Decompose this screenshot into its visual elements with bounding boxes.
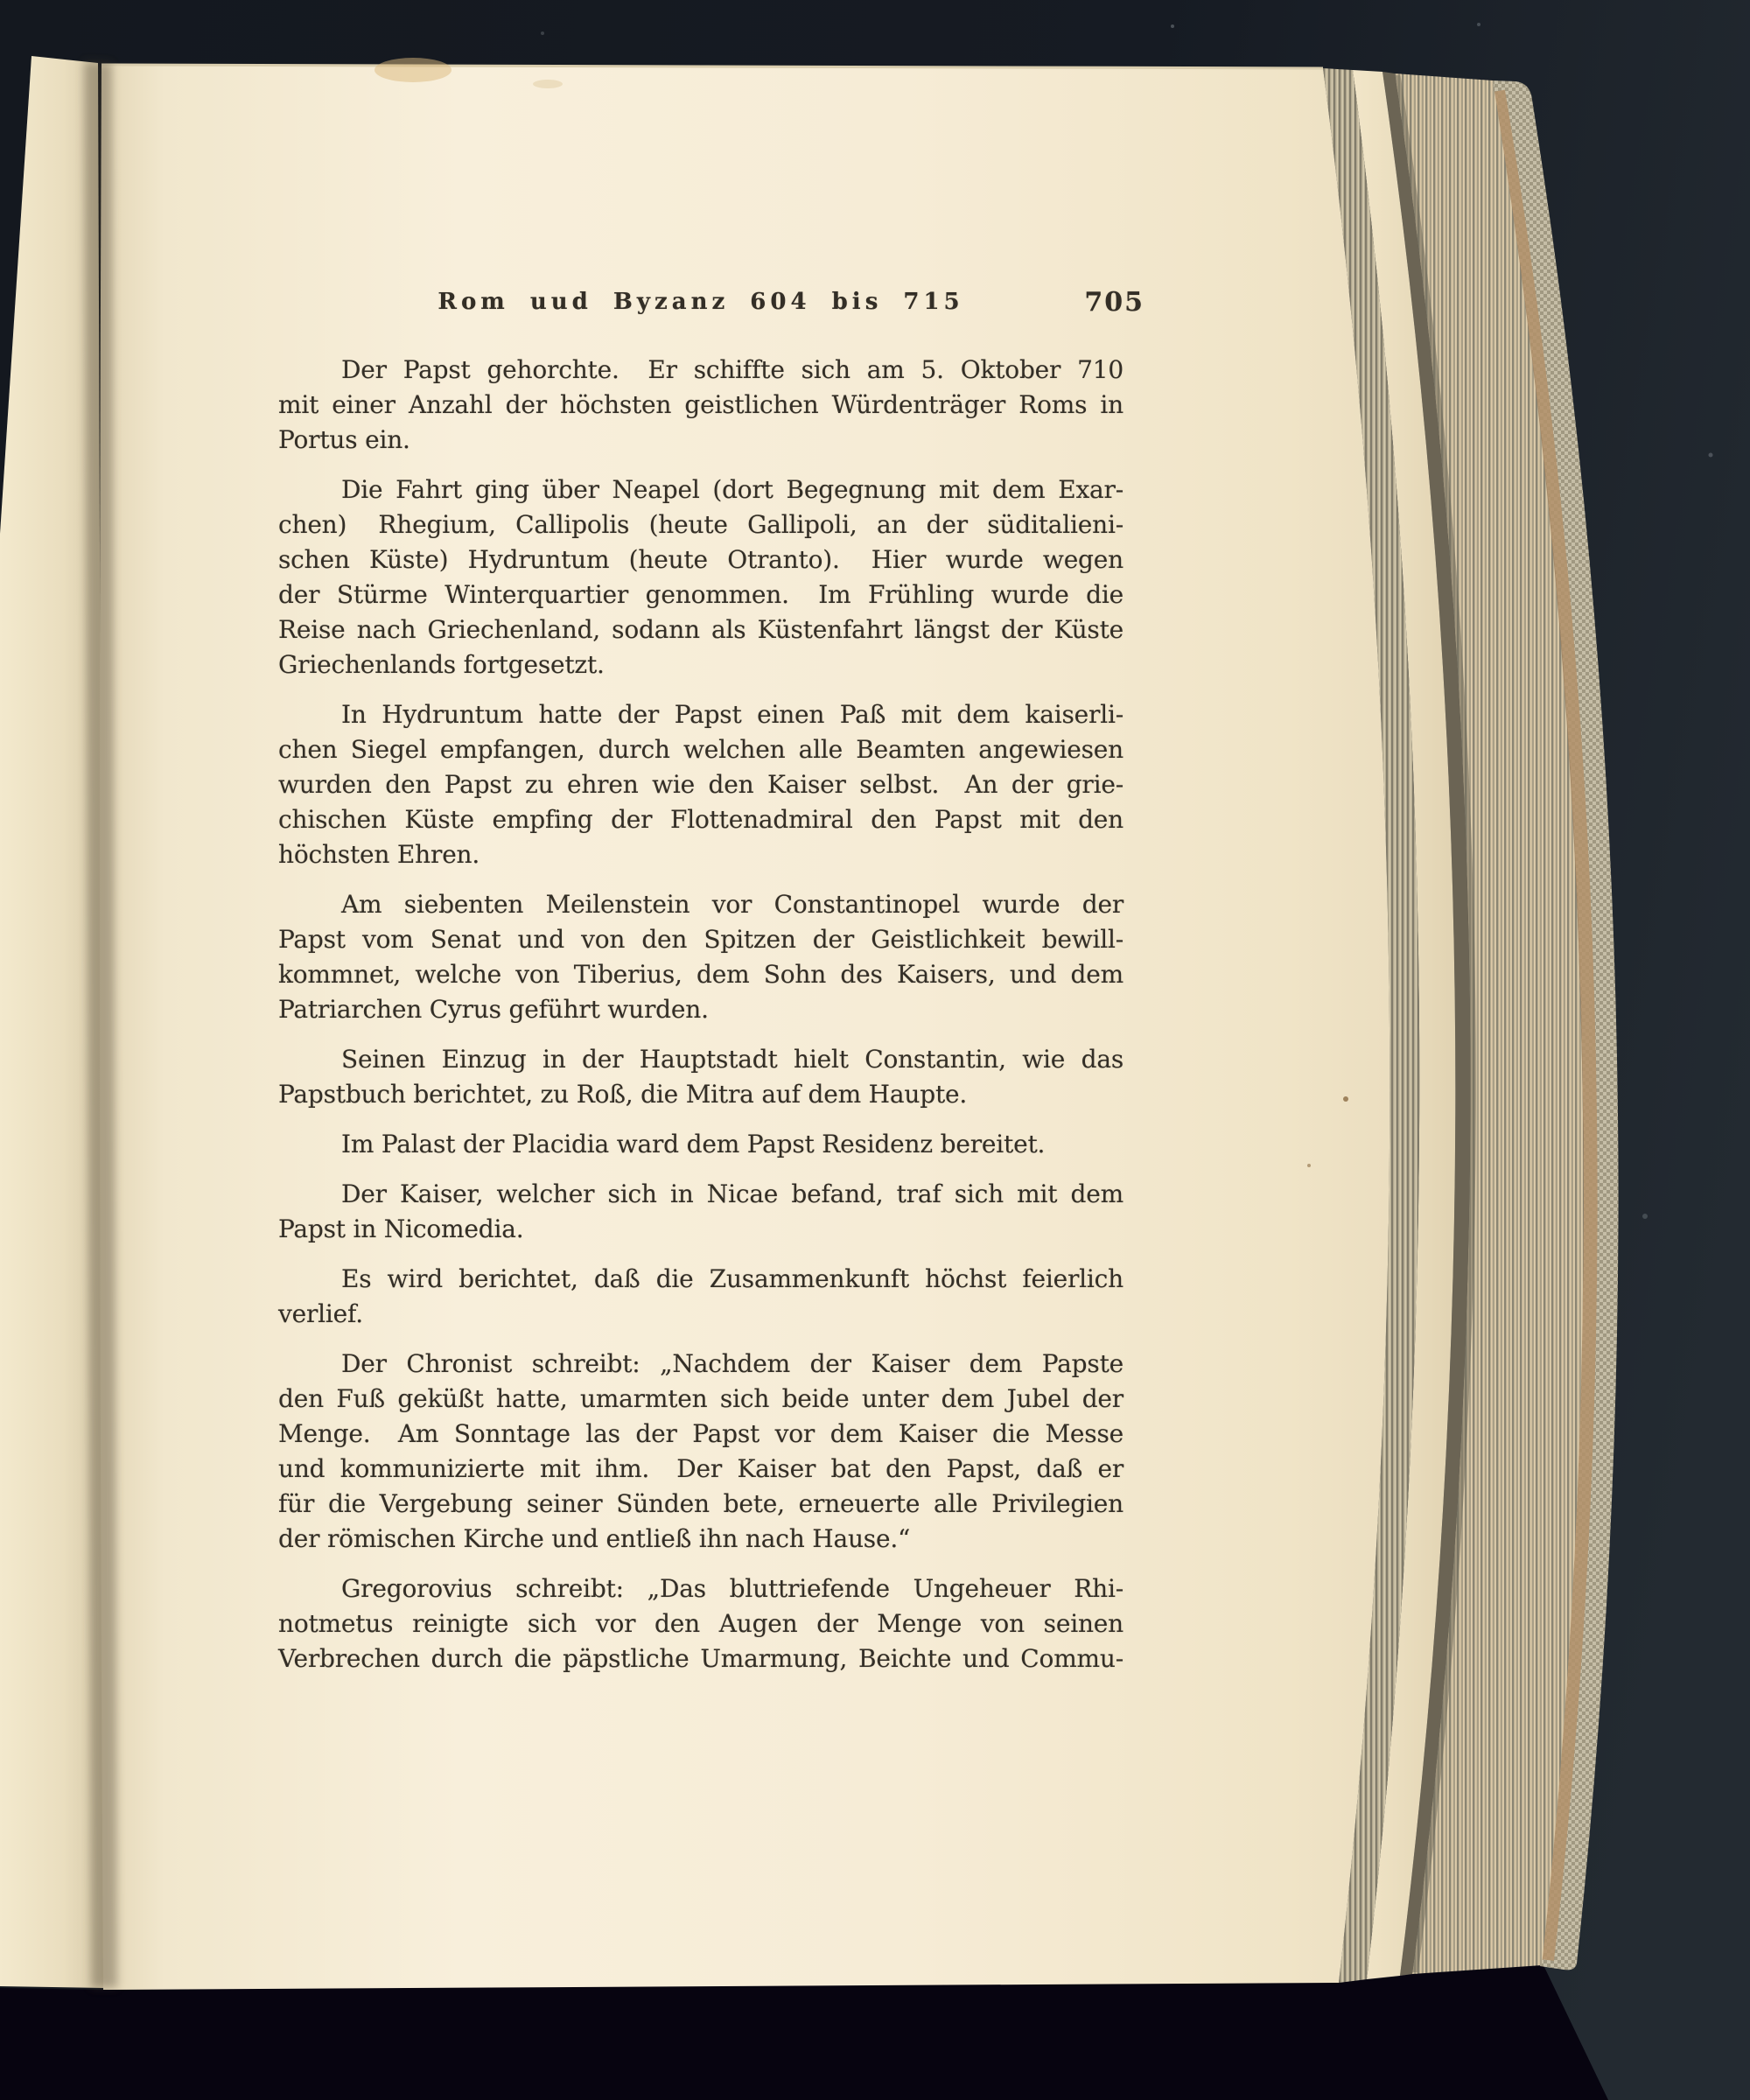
body-line: Portus ein. bbox=[278, 425, 410, 454]
body-line: chen) Rhegium, Callipolis (heute Gallipoli, an der süditalieni- bbox=[278, 510, 1124, 539]
body-line: In Hydruntum hatte der Papst einen Paß mit dem kaiserli- bbox=[341, 700, 1124, 729]
paragraph bbox=[278, 1572, 1124, 1676]
body-line: Gregorovius schreibt: „Das bluttriefende Ungeheuer Rhi- bbox=[341, 1574, 1124, 1603]
body-line: Griechenlands fortgesetzt. bbox=[278, 650, 605, 679]
body-line: Die Fahrt ging über Neapel (dort Begegnung mit dem Exar- bbox=[341, 475, 1124, 504]
body-line: der römischen Kirche und entließ ihn nach Hause.“ bbox=[278, 1524, 911, 1553]
paragraph bbox=[278, 472, 1124, 682]
body-line: Verbrechen durch die päpstliche Umarmung, Beichte und Commu- bbox=[278, 1644, 1124, 1673]
body-line: Es wird berichtet, daß die Zusammenkunft höchst feierlich bbox=[341, 1264, 1124, 1293]
running-header bbox=[278, 287, 1144, 324]
body-line: Papstbuch berichtet, zu Roß, die Mitra auf dem Haupte. bbox=[278, 1080, 968, 1109]
body-line: mit einer Anzahl der höchsten geistlichen Würdenträger Roms in bbox=[278, 390, 1124, 419]
body-line: Seinen Einzug in der Hauptstadt hielt Constantin, wie das bbox=[341, 1045, 1124, 1074]
paragraph bbox=[278, 1042, 1124, 1112]
body-line: Papst vom Senat und von den Spitzen der Geistlichkeit bewill- bbox=[278, 925, 1124, 954]
body-line: der Stürme Winterquartier genommen. Im Frühling wurde die bbox=[278, 580, 1124, 609]
paragraph bbox=[278, 1347, 1124, 1557]
body-line: für die Vergebung seiner Sünden bete, erneuerte alle Privilegien bbox=[278, 1489, 1124, 1518]
paragraph bbox=[278, 697, 1124, 872]
paragraph bbox=[278, 1127, 1124, 1162]
body-line: Patriarchen Cyrus geführt wurden. bbox=[278, 995, 709, 1024]
body-line: verlief. bbox=[278, 1299, 363, 1328]
body-line: chen Siegel empfangen, durch welchen alle Beamten angewiesen bbox=[278, 735, 1124, 764]
body-line: Am siebenten Meilenstein vor Constantinopel wurde der bbox=[341, 890, 1124, 919]
body-text-block bbox=[278, 353, 1124, 1676]
body-line: Im Palast der Placidia ward dem Papst Residenz bereitet. bbox=[341, 1130, 1046, 1158]
paragraph bbox=[278, 1262, 1124, 1332]
body-line: wurden den Papst zu ehren wie den Kaiser selbst. An der grie- bbox=[278, 770, 1124, 799]
body-line: chischen Küste empfing der Flottenadmiral den Papst mit den bbox=[278, 805, 1124, 834]
body-line: höchsten Ehren. bbox=[278, 840, 480, 869]
paragraph bbox=[278, 353, 1124, 458]
body-line: kommnet, welche von Tiberius, dem Sohn des Kaisers, und dem bbox=[278, 960, 1124, 989]
page-number: 705 bbox=[1084, 287, 1144, 318]
body-line: notmetus reinigte sich vor den Augen der Menge von seinen bbox=[278, 1609, 1124, 1638]
body-line: Menge. Am Sonntage las der Papst vor dem Kaiser die Messe bbox=[278, 1419, 1124, 1448]
body-line: Der Kaiser, welcher sich in Nicae befand, traf sich mit dem bbox=[341, 1180, 1124, 1208]
paragraph bbox=[278, 887, 1124, 1027]
body-line: den Fuß geküßt hatte, umarmten sich beide unter dem Jubel der bbox=[278, 1384, 1124, 1413]
body-line: Der Papst gehorchte. Er schiffte sich am 5. Oktober 710 bbox=[341, 355, 1124, 384]
body-line: schen Küste) Hydruntum (heute Otranto). Hier wurde wegen bbox=[278, 545, 1124, 574]
body-line: Papst in Nicomedia. bbox=[278, 1214, 524, 1243]
header-title: Rom uud Byzanz 604 bis 715 bbox=[438, 289, 964, 315]
body-line: Der Chronist schreibt: „Nachdem der Kaiser dem Papste bbox=[341, 1349, 1124, 1378]
paragraph bbox=[278, 1177, 1124, 1247]
body-line: und kommunizierte mit ihm. Der Kaiser bat den Papst, daß er bbox=[278, 1454, 1124, 1483]
body-line: Reise nach Griechenland, sodann als Küstenfahrt längst der Küste bbox=[278, 615, 1124, 644]
